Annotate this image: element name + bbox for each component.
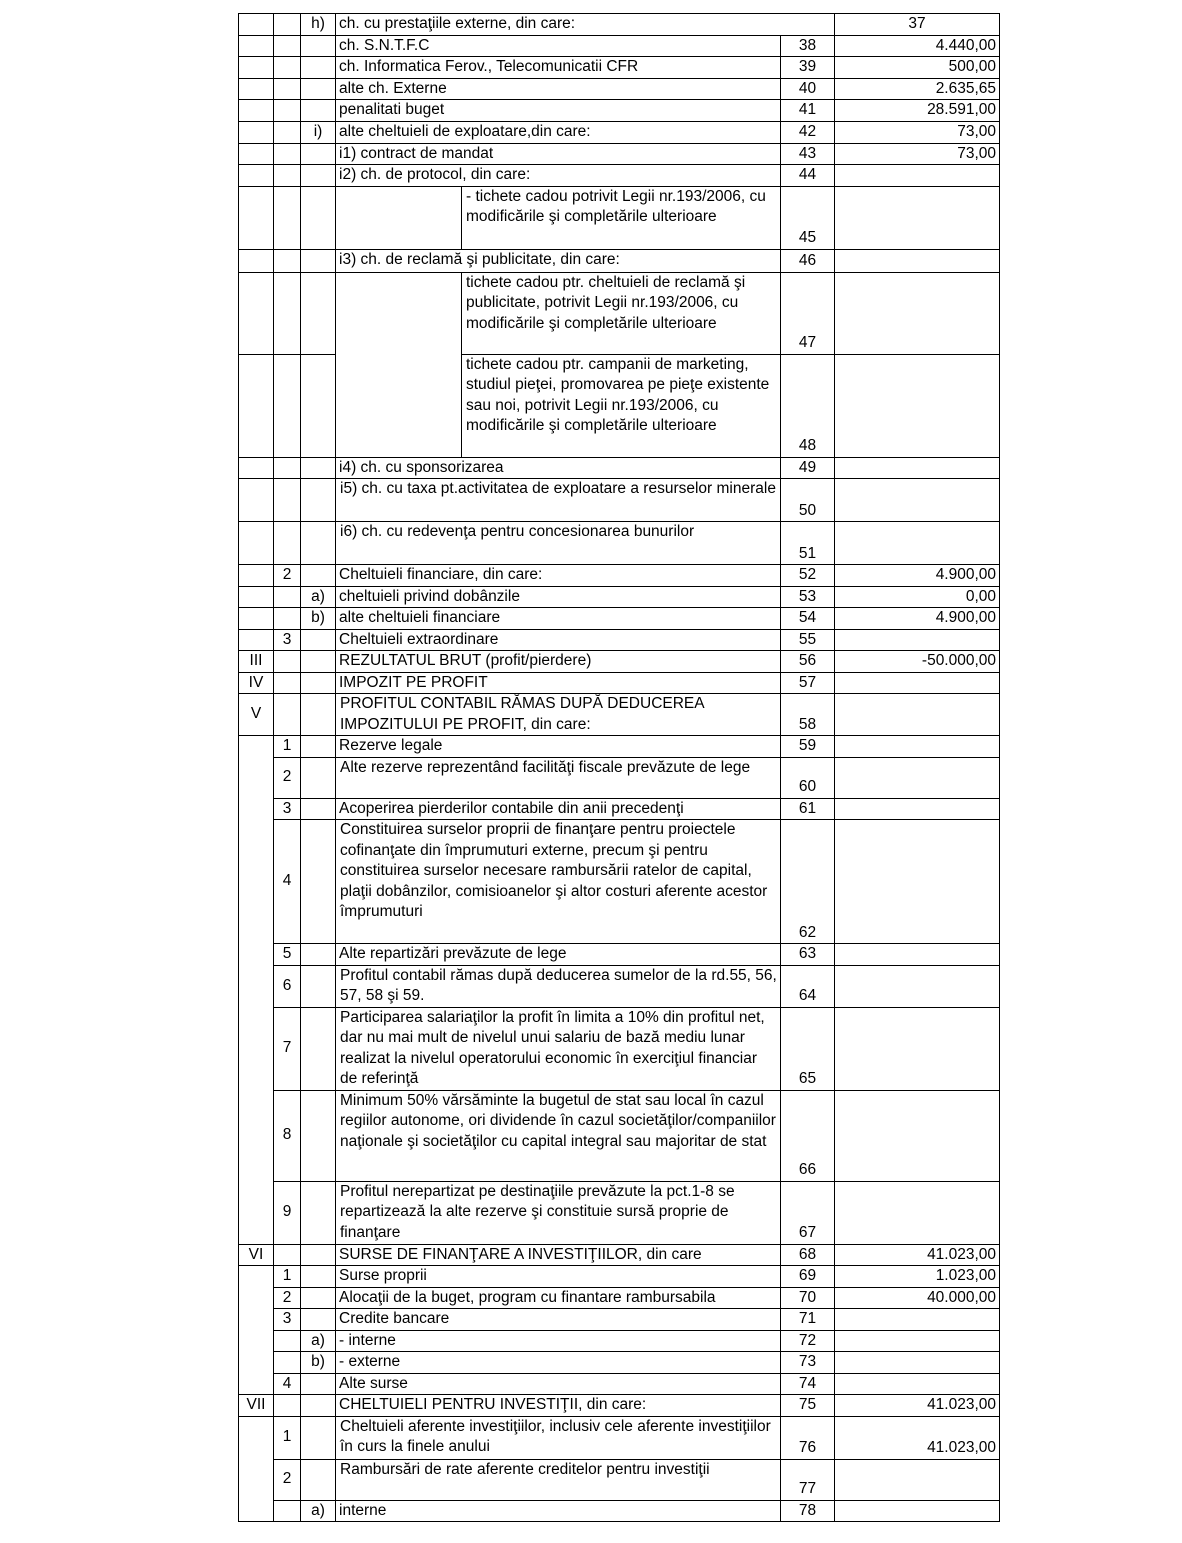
row-index: 3 [274, 629, 301, 651]
row-description: i3) ch. de reclamă şi publicitate, din care: [336, 249, 781, 272]
row-number: 74 [781, 1373, 835, 1395]
row-value [835, 522, 1000, 565]
row-value: 4.900,00 [835, 565, 1000, 587]
table-row [239, 1330, 1000, 1352]
table-row [239, 565, 1000, 587]
row-number: 49 [781, 457, 835, 479]
row-value: 2.635,65 [835, 78, 1000, 100]
row-number: 59 [781, 736, 835, 758]
row-value: -50.000,00 [835, 651, 1000, 673]
row-number: 42 [781, 121, 835, 143]
row-value [835, 944, 1000, 966]
row-value [835, 820, 1000, 944]
row-roman-index: VI [239, 1244, 274, 1266]
row-description: Rezerve legale [336, 736, 781, 758]
row-value [835, 165, 1000, 187]
row-description: ch. S.N.T.F.C [336, 35, 781, 57]
row-number: 54 [781, 608, 835, 630]
row-description: Acoperirea pierderilor contabile din anii precedenţi [336, 798, 781, 820]
row-value [835, 354, 1000, 457]
row-roman-index: VII [239, 1395, 274, 1417]
row-number: 56 [781, 651, 835, 673]
table-row [239, 736, 1000, 758]
row-description: Alocaţii de la buget, program cu finantare rambursabila [336, 1287, 781, 1309]
table-row [239, 1373, 1000, 1395]
row-value [835, 186, 1000, 249]
row-sub-index: a) [301, 586, 336, 608]
row-number: 63 [781, 944, 835, 966]
row-roman-index: III [239, 651, 274, 673]
row-sub-index: i) [301, 121, 336, 143]
table-row [239, 457, 1000, 479]
row-value [835, 1330, 1000, 1352]
row-number: 66 [781, 1090, 835, 1181]
row-sub-index: h) [301, 14, 336, 36]
row-number: 41 [781, 100, 835, 122]
row-index: 8 [274, 1090, 301, 1181]
row-index: 4 [274, 820, 301, 944]
row-value: 41.023,00 [835, 1395, 1000, 1417]
table-row [239, 1416, 1000, 1459]
row-number: 55 [781, 629, 835, 651]
row-value: 40.000,00 [835, 1287, 1000, 1309]
row-roman-index: IV [239, 672, 274, 694]
table-row [239, 672, 1000, 694]
table-row [239, 1266, 1000, 1288]
row-description: ch. Informatica Ferov., Telecomunicatii CFR [336, 57, 781, 79]
row-description: Cheltuieli extraordinare [336, 629, 781, 651]
row-sub-index: b) [301, 1352, 336, 1374]
row-description: i4) ch. cu sponsorizarea [336, 457, 781, 479]
row-index: 2 [274, 757, 301, 798]
row-description: Constituirea surselor proprii de finanţare pentru proiectele cofinanţate din împrumuturi externe, precum şi pentru constituirea surselor necesare rambursării ratelor de capital, plaţii dobânzilor, comisioanelor şi altor costuri aferente acestor împrumuturi [336, 820, 781, 944]
row-description: - externe [336, 1352, 781, 1374]
row-value: 4.900,00 [835, 608, 1000, 630]
row-number: 67 [781, 1181, 835, 1244]
row-index: 2 [274, 1459, 301, 1500]
row-value [835, 272, 1000, 354]
row-value: 73,00 [835, 143, 1000, 165]
row-number: 47 [781, 272, 835, 354]
row-description: Participarea salariaţilor la profit în limita a 10% din profitul net, dar nu mai mult de nivelul unui salariu de bază mediu lunar realizat la nivelul operatorului economic în exerciţiul financiar de referinţă [336, 1007, 781, 1090]
table-row [239, 586, 1000, 608]
table-row [239, 629, 1000, 651]
row-description: i2) ch. de protocol, din care: [336, 165, 781, 187]
row-value [835, 1181, 1000, 1244]
row-description: Cheltuieli financiare, din care: [336, 565, 781, 587]
row-index: 1 [274, 1416, 301, 1459]
row-number: 46 [781, 249, 835, 272]
row-number: 53 [781, 586, 835, 608]
table-row [239, 1395, 1000, 1417]
table-row [239, 1007, 1000, 1090]
row-description: Surse proprii [336, 1266, 781, 1288]
row-value: 41.023,00 [835, 1416, 1000, 1459]
row-number: 39 [781, 57, 835, 79]
table-row [239, 78, 1000, 100]
table-row [239, 121, 1000, 143]
row-number: 43 [781, 143, 835, 165]
row-description: i5) ch. cu taxa pt.activitatea de exploatare a resurselor minerale [336, 479, 781, 522]
row-value [835, 736, 1000, 758]
row-sub-index: b) [301, 608, 336, 630]
row-number: 38 [781, 35, 835, 57]
row-value [835, 798, 1000, 820]
row-value [835, 1500, 1000, 1522]
table-row [239, 965, 1000, 1007]
row-value [835, 629, 1000, 651]
row-description: REZULTATUL BRUT (profit/pierdere) [336, 651, 781, 673]
row-description: interne [336, 1500, 781, 1522]
row-index: 3 [274, 798, 301, 820]
row-value: 1.023,00 [835, 1266, 1000, 1288]
row-number: 40 [781, 78, 835, 100]
row-number: 78 [781, 1500, 835, 1522]
row-number: 51 [781, 522, 835, 565]
budget-table [238, 13, 1000, 1522]
row-number: 76 [781, 1416, 835, 1459]
row-value [835, 1373, 1000, 1395]
row-description: alte cheltuieli de exploatare,din care: [336, 121, 781, 143]
table-row [239, 1287, 1000, 1309]
row-value [835, 1352, 1000, 1374]
table-row [239, 820, 1000, 944]
row-number: 72 [781, 1330, 835, 1352]
row-number: 57 [781, 672, 835, 694]
table-row [239, 165, 1000, 187]
table-row [239, 1309, 1000, 1331]
table-row [239, 272, 1000, 354]
row-number: 52 [781, 565, 835, 587]
row-number: 45 [781, 186, 835, 249]
row-value: 4.440,00 [835, 35, 1000, 57]
row-number: 65 [781, 1007, 835, 1090]
row-description: tichete cadou ptr. campanii de marketing, studiul pieţei, promovarea pe pieţe existente sau noi, potrivit Legii nr.193/2006, cu modificările şi completările ulterioare [462, 354, 781, 457]
row-number: 58 [781, 694, 835, 736]
row-number: 68 [781, 1244, 835, 1266]
row-description: cheltuieli privind dobânzile [336, 586, 781, 608]
row-index: 7 [274, 1007, 301, 1090]
row-number: 60 [781, 757, 835, 798]
row-number: 50 [781, 479, 835, 522]
table-row [239, 1244, 1000, 1266]
row-number: 69 [781, 1266, 835, 1288]
row-description: - tichete cadou potrivit Legii nr.193/2006, cu modificările şi completările ulterioare [462, 186, 781, 249]
table-row [239, 522, 1000, 565]
row-number: 71 [781, 1309, 835, 1331]
row-description: Alte rezerve reprezentând facilităţi fiscale prevăzute de lege [336, 757, 781, 798]
table-row [239, 186, 1000, 249]
row-value [835, 1007, 1000, 1090]
row-description: ch. cu prestaţiile externe, din care: [336, 14, 835, 36]
row-number: 37 [835, 14, 1000, 36]
row-number: 61 [781, 798, 835, 820]
table-row [239, 1500, 1000, 1522]
table-row [239, 100, 1000, 122]
table-row [239, 757, 1000, 798]
row-number: 62 [781, 820, 835, 944]
row-description: PROFITUL CONTABIL RĂMAS DUPĂ DEDUCEREA IMPOZITULUI PE PROFIT, din care: [336, 694, 781, 736]
row-value [835, 457, 1000, 479]
row-description: Cheltuieli aferente investiţiilor, inclusiv cele aferente investiţiilor în curs la finele anului [336, 1416, 781, 1459]
row-value: 0,00 [835, 586, 1000, 608]
row-value [835, 694, 1000, 736]
row-description: Alte repartizări prevăzute de lege [336, 944, 781, 966]
row-index: 5 [274, 944, 301, 966]
table-row [239, 1090, 1000, 1181]
table-row [239, 1352, 1000, 1374]
row-value [835, 479, 1000, 522]
row-value [835, 1309, 1000, 1331]
table-row [239, 1459, 1000, 1500]
row-index: 1 [274, 1266, 301, 1288]
row-sub-index: a) [301, 1500, 336, 1522]
table-row [239, 57, 1000, 79]
row-description: penalitati buget [336, 100, 781, 122]
row-number: 64 [781, 965, 835, 1007]
row-description: Rambursări de rate aferente creditelor pentru investiţii [336, 1459, 781, 1500]
row-description: i6) ch. cu redevenţa pentru concesionarea bunurilor [336, 522, 781, 565]
table-row [239, 944, 1000, 966]
row-value [835, 672, 1000, 694]
row-sub-index: a) [301, 1330, 336, 1352]
row-number: 44 [781, 165, 835, 187]
row-number: 77 [781, 1459, 835, 1500]
row-value [835, 757, 1000, 798]
row-description: SURSE DE FINANŢARE A INVESTIŢIILOR, din care [336, 1244, 781, 1266]
table-row [239, 1181, 1000, 1244]
row-description: i1) contract de mandat [336, 143, 781, 165]
row-value [835, 1090, 1000, 1181]
table-row [239, 651, 1000, 673]
row-description: Profitul contabil rămas după deducerea sumelor de la rd.55, 56, 57, 58 şi 59. [336, 965, 781, 1007]
row-number: 75 [781, 1395, 835, 1417]
row-roman-index: V [239, 694, 274, 736]
row-index: 6 [274, 965, 301, 1007]
row-value [835, 965, 1000, 1007]
row-description: alte cheltuieli financiare [336, 608, 781, 630]
table-row [239, 249, 1000, 272]
row-value: 41.023,00 [835, 1244, 1000, 1266]
row-description: Alte surse [336, 1373, 781, 1395]
row-description: Minimum 50% vărsăminte la bugetul de stat sau local în cazul regiilor autonome, ori dividende în cazul societăţilor/companiilor naţionale şi societăţilor cu capital integral sau majoritar de stat [336, 1090, 781, 1181]
row-description: Profitul nerepartizat pe destinaţiile prevăzute la pct.1-8 se repartizează la alte rezerve şi constituie sursă proprie de finanţare [336, 1181, 781, 1244]
row-value: 73,00 [835, 121, 1000, 143]
table-row [239, 608, 1000, 630]
table-row [239, 694, 1000, 736]
row-number: 70 [781, 1287, 835, 1309]
row-number: 73 [781, 1352, 835, 1374]
row-index: 9 [274, 1181, 301, 1244]
row-description: tichete cadou ptr. cheltuieli de reclamă şi publicitate, potrivit Legii nr.193/2006, cu modificările şi completările ulterioare [462, 272, 781, 354]
row-value [835, 249, 1000, 272]
row-value: 500,00 [835, 57, 1000, 79]
table-row [239, 798, 1000, 820]
row-description: CHELTUIELI PENTRU INVESTIŢII, din care: [336, 1395, 781, 1417]
row-index: 3 [274, 1309, 301, 1331]
row-index: 1 [274, 736, 301, 758]
row-value [835, 1459, 1000, 1500]
row-value: 28.591,00 [835, 100, 1000, 122]
row-description: Credite bancare [336, 1309, 781, 1331]
row-index: 2 [274, 1287, 301, 1309]
table-row [239, 35, 1000, 57]
table-row [239, 143, 1000, 165]
table-row [239, 14, 1000, 36]
row-description: IMPOZIT PE PROFIT [336, 672, 781, 694]
table-row [239, 479, 1000, 522]
row-number: 48 [781, 354, 835, 457]
row-index: 2 [274, 565, 301, 587]
row-index: 4 [274, 1373, 301, 1395]
row-description: alte ch. Externe [336, 78, 781, 100]
row-description: - interne [336, 1330, 781, 1352]
